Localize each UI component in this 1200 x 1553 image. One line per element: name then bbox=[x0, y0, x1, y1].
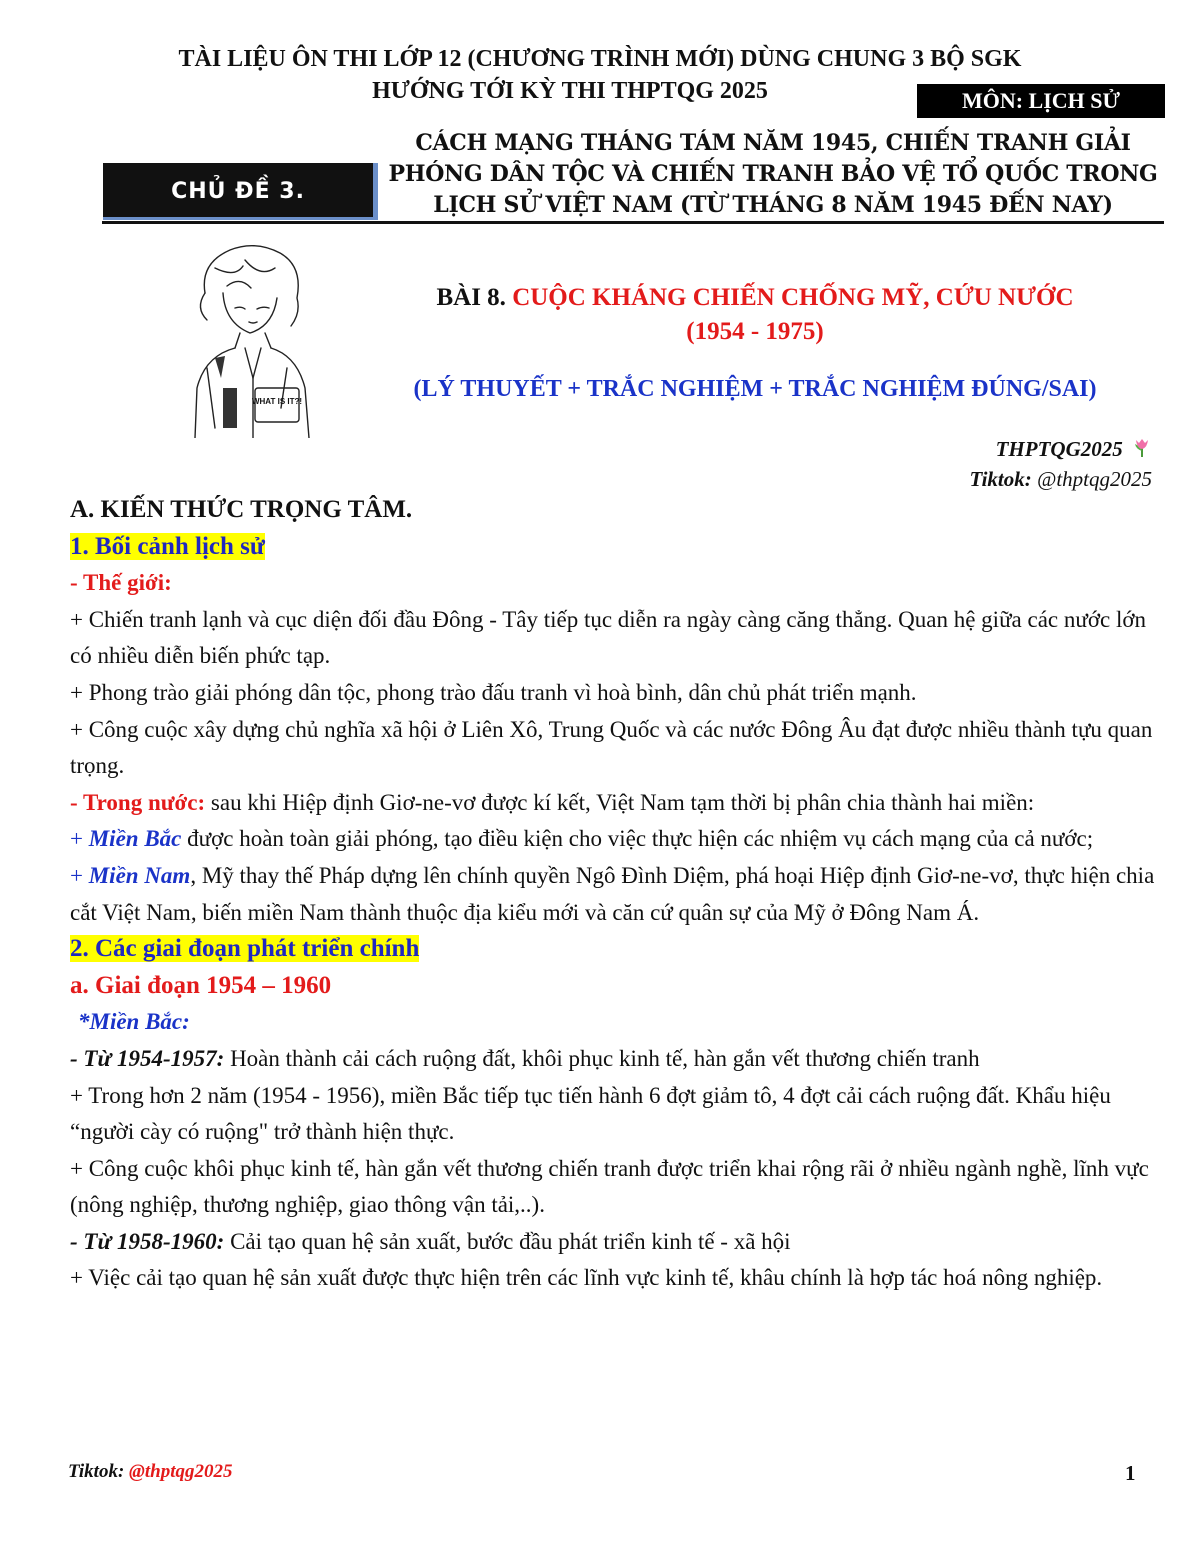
paragraph: + Phong trào giải phóng dân tộc, phong trào đấu tranh vì hoà bình, dân chủ phát triển mạnh. bbox=[70, 679, 917, 705]
topic-label: CHỦ ĐỀ 3. bbox=[103, 163, 378, 220]
period-text: Hoàn thành cải cách ruộng đất, khôi phục kinh tế, hàn gắn vết thương chiến tranh bbox=[224, 1045, 980, 1071]
lesson-types: (LÝ THUYẾT + TRẮC NGHIỆM + TRẮC NGHIỆM ĐÚNG/SAI) bbox=[413, 376, 1097, 402]
signature-tag-text: THPTQG2025 bbox=[995, 437, 1123, 461]
signature-tiktok-handle[interactable]: @thptqg2025 bbox=[1037, 467, 1152, 491]
illustration-caption: WHAT IS IT?! bbox=[251, 397, 303, 406]
domestic-label: - Trong nước: bbox=[70, 789, 206, 815]
page-number: 1 bbox=[1125, 1461, 1136, 1485]
header-divider bbox=[102, 221, 1164, 224]
north-text: được hoàn toàn giải phóng, tạo điều kiện cho việc thực hiện các nhiệm vụ cách mạng của cả nước; bbox=[181, 826, 1094, 852]
paragraph: + Trong hơn 2 năm (1954 - 1956), miền Bắc tiếp tục tiến hành 6 đợt giảm tô, 4 đợt cải cách ruộng đất. Khẩu hiệu “người cày có ruộng" trở thành hiện thực. bbox=[70, 1082, 1111, 1145]
topic-title-line: LỊCH SỬ VIỆT NAM (TỪ THÁNG 8 NĂM 1945 ĐẾN NAY) bbox=[433, 192, 1113, 218]
south-text: , Mỹ thay thế Pháp dựng lên chính quyền Ngô Đình Diệm, phá hoại Hiệp định Giơ-ne-vơ, thực hiện chia cắt Việt Nam, biến miền Nam thành thuộc địa kiểu mới và căn cứ quân sự của Mỹ ở Đông Nam Á. bbox=[70, 862, 1155, 925]
paragraph: + Công cuộc khôi phục kinh tế, hàn gắn vết thương chiến tranh được triển khai rộng rãi ở nhiều ngành nghề, lĩnh vực (nông nghiệp, thương nghiệp, giao thông vận tải,..). bbox=[70, 1155, 1149, 1218]
paragraph: + Công cuộc xây dựng chủ nghĩa xã hội ở Liên Xô, Trung Quốc và các nước Đông Âu đạt được nhiều thành tựu quan trọng. bbox=[70, 716, 1153, 779]
manga-character-illustration bbox=[185, 238, 313, 438]
south-label: Miền Nam bbox=[88, 862, 191, 888]
period-text: Cải tạo quan hệ sản xuất, bước đầu phát triển kinh tế - xã hội bbox=[224, 1228, 791, 1254]
north-label: Miền Bắc bbox=[88, 826, 182, 852]
paragraph bbox=[70, 1224, 1155, 1261]
paragraph bbox=[70, 1041, 1155, 1078]
footer-tiktok-handle[interactable]: @thptqg2025 bbox=[129, 1461, 233, 1482]
topic-title-line: PHÓNG DÂN TỘC VÀ CHIẾN TRANH BẢO VỆ TỔ QUỐC TRONG bbox=[388, 161, 1158, 187]
footer-tiktok-label: Tiktok: bbox=[68, 1461, 125, 1482]
topic-title bbox=[388, 128, 1158, 221]
paragraph bbox=[70, 858, 1155, 931]
subject-badge: MÔN: LỊCH SỬ bbox=[917, 84, 1165, 118]
period-label: - Từ 1954-1957: bbox=[70, 1045, 225, 1071]
domestic-text: sau khi Hiệp định Giơ-ne-vơ được kí kết, Việt Nam tạm thời bị phân chia thành hai miền: bbox=[205, 789, 1035, 815]
topic-title-line: CÁCH MẠNG THÁNG TÁM NĂM 1945, CHIẾN TRANH GIẢI bbox=[415, 130, 1131, 156]
period-label: - Từ 1958-1960: bbox=[70, 1228, 225, 1254]
subsection-heading: 2. Các giai đoạn phát triển chính bbox=[70, 935, 420, 963]
paragraph bbox=[70, 821, 1155, 858]
stage-heading: a. Giai đoạn 1954 – 1960 bbox=[70, 971, 332, 999]
north-heading: *Miền Bắc: bbox=[78, 1009, 190, 1035]
lesson-years: (1954 - 1975) bbox=[686, 318, 824, 345]
section-heading: A. KIẾN THỨC TRỌNG TÂM. bbox=[70, 496, 413, 523]
paragraph: + Việc cải tạo quan hệ sản xuất được thực hiện trên các lĩnh vực kinh tế, khâu chính là hợp tác hoá nông nghiệp. bbox=[70, 1265, 1103, 1291]
doc-header-line1: TÀI LIỆU ÔN THI LỚP 12 (CHƯƠNG TRÌNH MỚI) DÙNG CHUNG 3 BỘ SGK bbox=[178, 46, 1022, 72]
document-body bbox=[70, 492, 1155, 1297]
lesson-prefix: BÀI 8. bbox=[436, 284, 506, 311]
paragraph bbox=[70, 785, 1155, 822]
north-prefix: + bbox=[70, 826, 89, 852]
signature-tiktok bbox=[970, 467, 1152, 492]
subsection-heading: 1. Bối cảnh lịch sử bbox=[70, 532, 265, 560]
world-label: - Thế giới: bbox=[70, 570, 172, 596]
lesson-heading bbox=[330, 281, 1180, 349]
footer-tiktok bbox=[68, 1461, 232, 1483]
doc-header-line2: HƯỚNG TỚI KỲ THI THPTQG 2025 bbox=[372, 78, 768, 104]
signature-tiktok-label: Tiktok: bbox=[969, 467, 1032, 491]
signature-tag bbox=[996, 437, 1152, 462]
south-prefix: + bbox=[70, 862, 89, 888]
lesson-title: CUỘC KHÁNG CHIẾN CHỐNG MỸ, CỨU NƯỚC bbox=[512, 284, 1074, 311]
tulip-icon bbox=[1132, 437, 1152, 459]
paragraph: + Chiến tranh lạnh và cục diện đối đầu Đông - Tây tiếp tục diễn ra ngày càng căng thẳng. Quan hệ giữa các nước lớn có nhiều diễn biến phức tạp. bbox=[70, 606, 1147, 669]
